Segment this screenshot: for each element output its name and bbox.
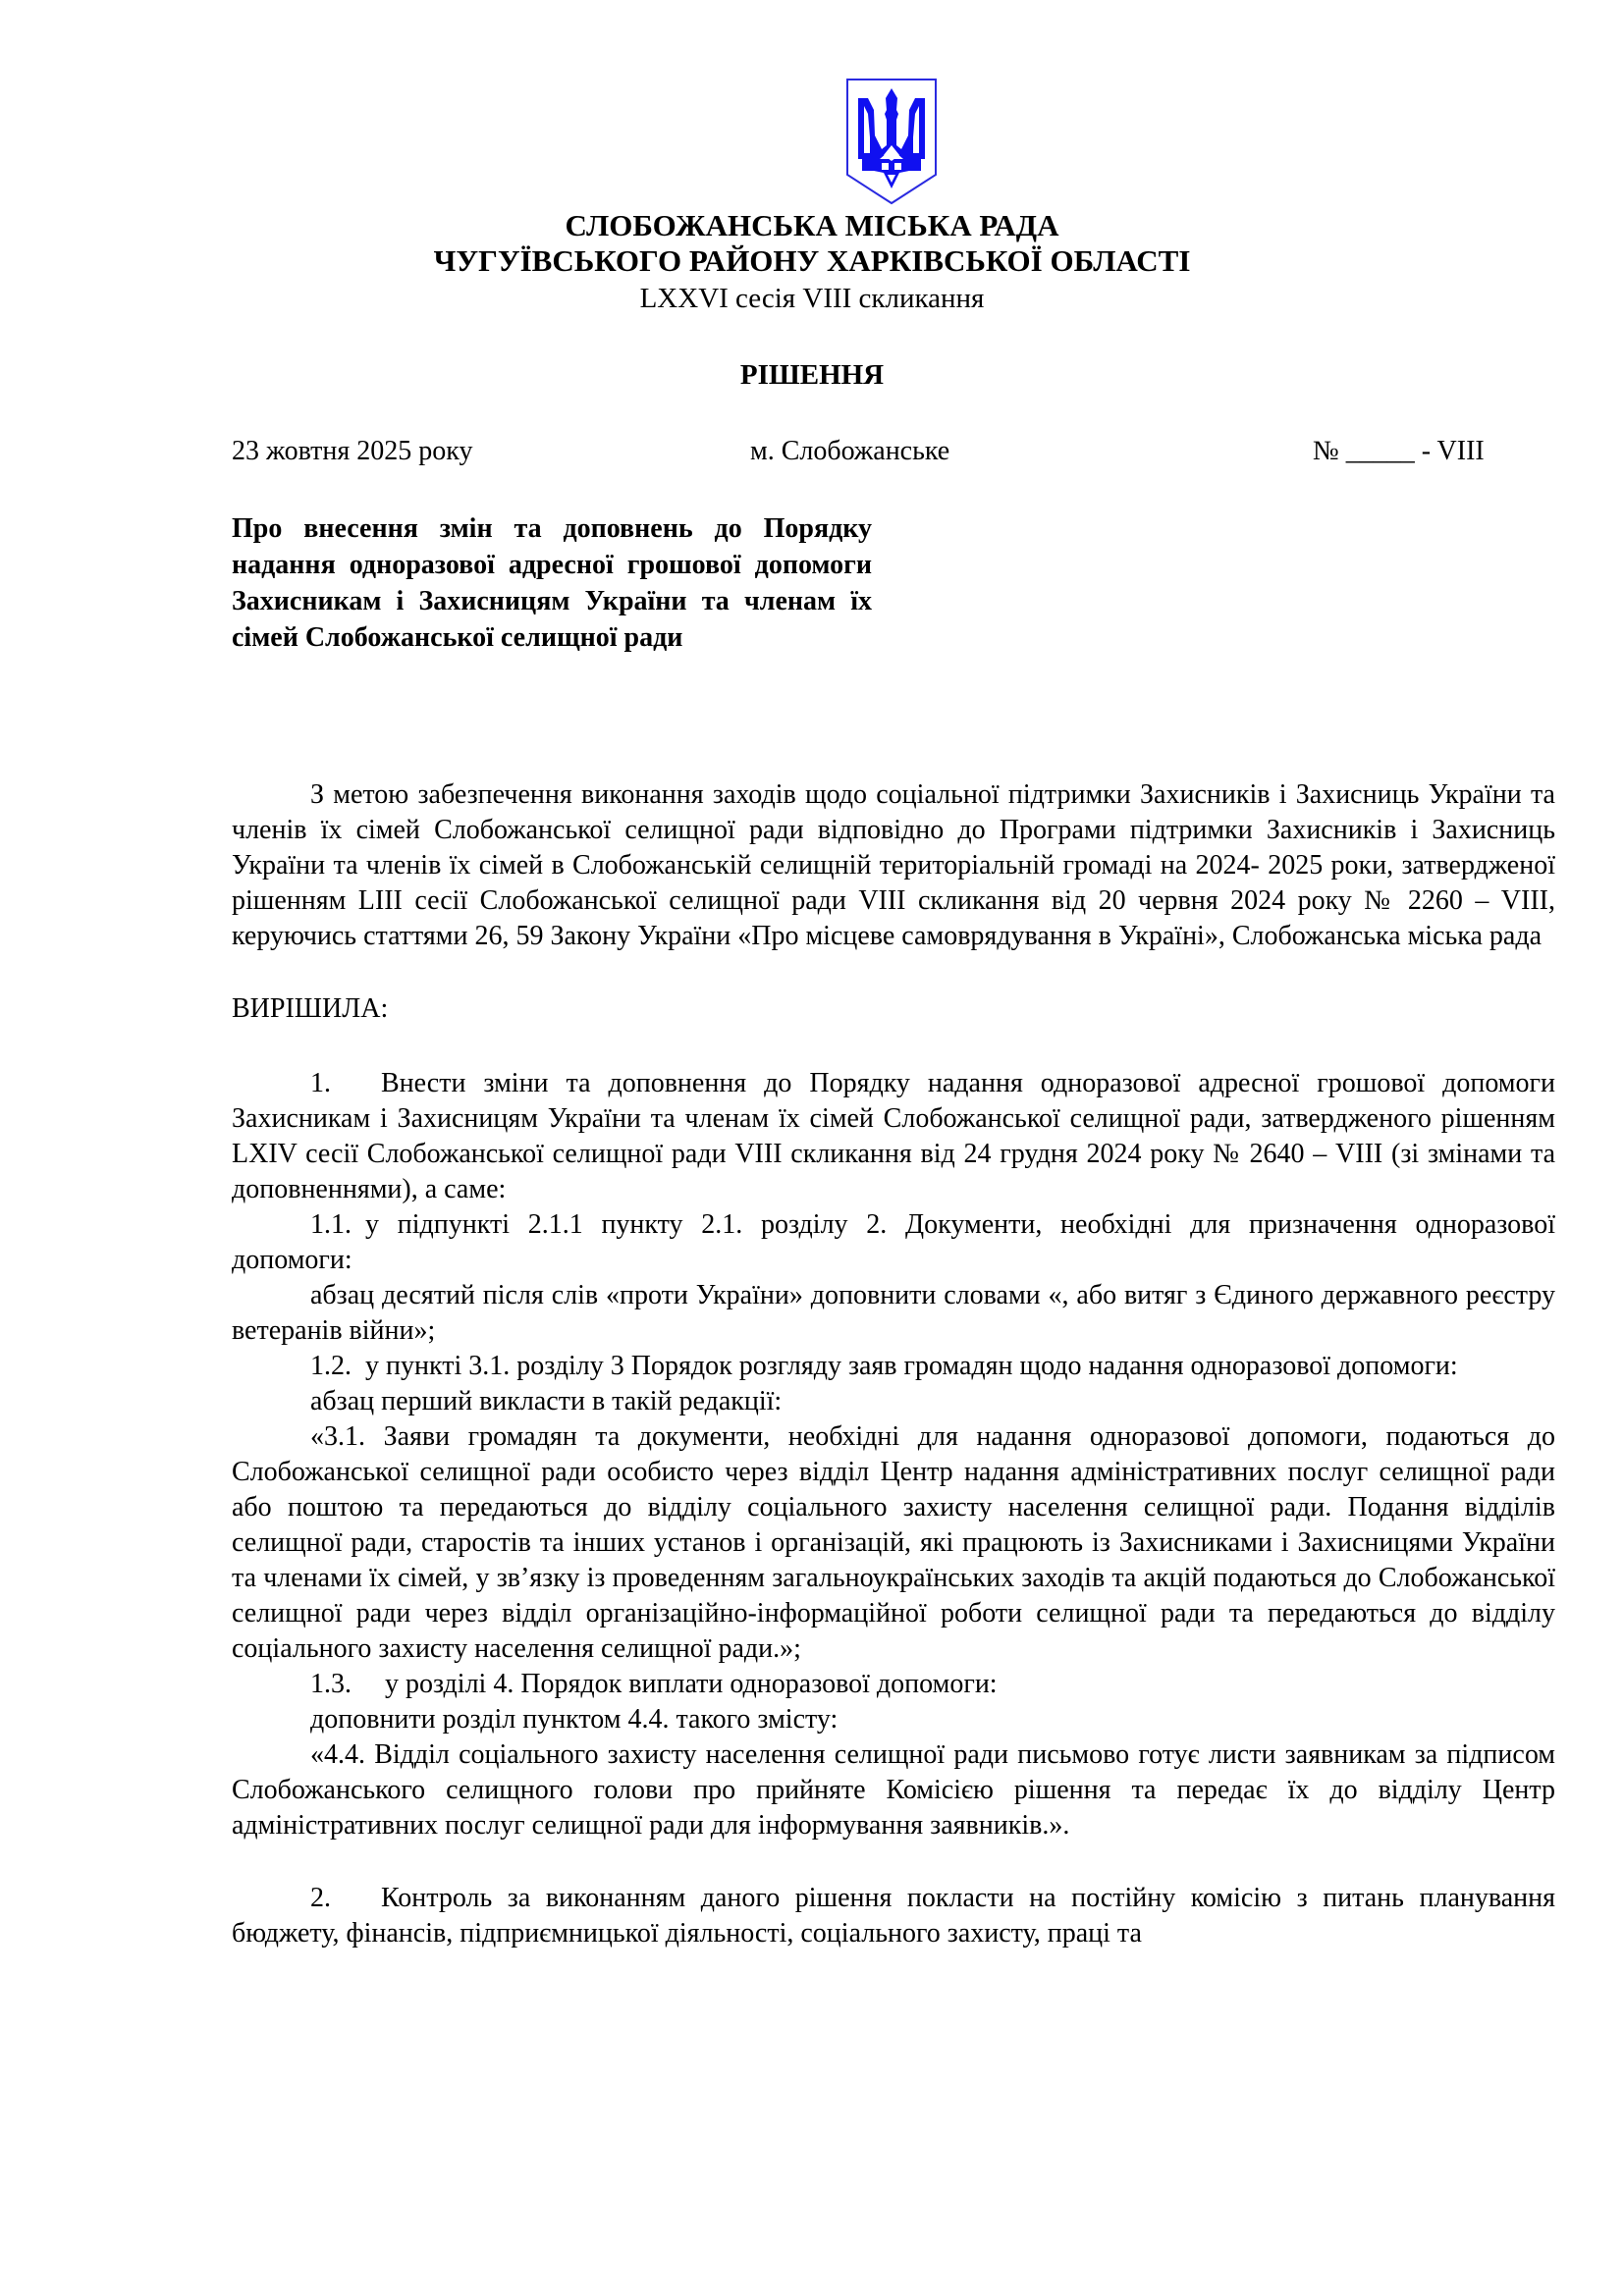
subitem-1-3 xyxy=(232,1667,1555,1702)
decision-number: № _____ - VIII xyxy=(1313,436,1485,466)
item-number: 1. xyxy=(310,1068,331,1098)
org-name-line-1: СЛОБОЖАНСЬКА МІСЬКА РАДА xyxy=(565,208,1059,242)
subitem-1-2 xyxy=(232,1349,1555,1384)
subitem-text: у розділі 4. Порядок виплати одноразової допомоги: xyxy=(385,1669,998,1699)
trident-emblem-icon xyxy=(844,77,939,206)
resolved-heading: ВИРІШИЛА: xyxy=(232,993,389,1024)
subitem-1-1 xyxy=(232,1207,1555,1278)
subitem-number: 1.2. xyxy=(310,1351,352,1381)
quoted-paragraph: «4.4. Відділ соціального захисту населення селищної ради письмово готує листи заявникам за підписом Слобожанського селищного голови про прийняте Комісією рішення та передає їх до відділу Центр адміністративних послуг селищної ради для інформування заявників.». xyxy=(232,1739,1555,1841)
item-text: Внести зміни та доповнення до Порядку надання одноразової адресної грошової допомоги Захисникам і Захисницям України та членам їх сімей Слобожанської селищної ради, затвердженого рішенням LXIV сесії Слобожанської селищної ради VIII скликання від 24 грудня 2024 року № 2640 – VIII (зі змінами та доповненнями), а саме: xyxy=(232,1068,1555,1204)
subitem-text: у пункті 3.1. розділу 3 Порядок розгляду заяв громадян щодо надання одноразової допомоги: xyxy=(365,1351,1458,1381)
subitem-number: 1.1. xyxy=(310,1209,352,1240)
item-1 xyxy=(232,1066,1555,1207)
document-body xyxy=(232,777,1555,1951)
preamble: З метою забезпечення виконання заходів щодо соціальної підтримки Захисників і Захисниць України та членів їх сімей Слобожанської селищної ради відповідно до Програми підтримки Захисників і Захисниць України та членів їх сімей в Слобожанській селищній територіальній громаді на 2024- 2025 роки, затвердженої рішенням LIII сесії Слобожанської селищної ради VIII скликання від 20 червня 2024 року № 2260 – VIII, керуючись статтями 26, 59 Закону України «Про місцеве самоврядування в Україні», Слобожанська міська рада xyxy=(232,779,1555,951)
session-line: LXXVI сесія VIII скликання xyxy=(639,283,985,314)
decision-date: 23 жовтня 2025 року xyxy=(232,436,473,466)
subitem-text: у підпункті 2.1.1 пункту 2.1. розділу 2. Документи, необхідні для призначення одноразової допомоги: xyxy=(232,1209,1555,1275)
decision-subject: Про внесення змін та доповнень до Порядку надання одноразової адресної грошової допомоги Захисникам і Захисницям України та членам їх сімей Слобожанської селищної ради xyxy=(232,513,872,653)
org-name-line-2: ЧУГУЇВСЬКОГО РАЙОНУ ХАРКІВСЬКОЇ ОБЛАСТІ xyxy=(433,243,1191,278)
subitem-paragraph: доповнити розділ пунктом 4.4. такого змісту: xyxy=(310,1704,839,1735)
subitem-paragraph: абзац перший викласти в такій редакції: xyxy=(310,1386,783,1416)
document-type-title: РІШЕННЯ xyxy=(739,359,885,391)
item-number: 2. xyxy=(310,1883,331,1913)
decision-place: м. Слобожанське xyxy=(750,436,950,466)
subitem-paragraph: абзац десятий після слів «проти України» доповнити словами «, або витяг з Єдиного державного реєстру ветеранів війни»; xyxy=(232,1280,1555,1346)
subitem-number: 1.3. xyxy=(310,1669,352,1699)
quoted-paragraph: «3.1. Заяви громадян та документи, необхідні для надання одноразової допомоги, подаються до Слобожанської селищної ради особисто через відділ Центр надання адміністративних послуг селищної ради або поштою та передаються до відділу соціального захисту населення селищної ради. Подання відділів селищної ради, старостів та інших установ і організацій, які працюють із Захисниками і Захисницями України та членами їх сімей, у зв’язку із проведенням загальноукраїнських заходів та акцій подаються до Слобожанської селищної ради через відділ організаційно-інформаційної роботи селищної ради та передаються до відділу соціального захисту населення селищної ради.»; xyxy=(232,1421,1555,1664)
item-2 xyxy=(232,1881,1555,1951)
item-text: Контроль за виконанням даного рішення покласти на постійну комісію з питань планування бюджету, фінансів, підприємницької діяльності, соціального захисту, праці та xyxy=(232,1883,1555,1949)
